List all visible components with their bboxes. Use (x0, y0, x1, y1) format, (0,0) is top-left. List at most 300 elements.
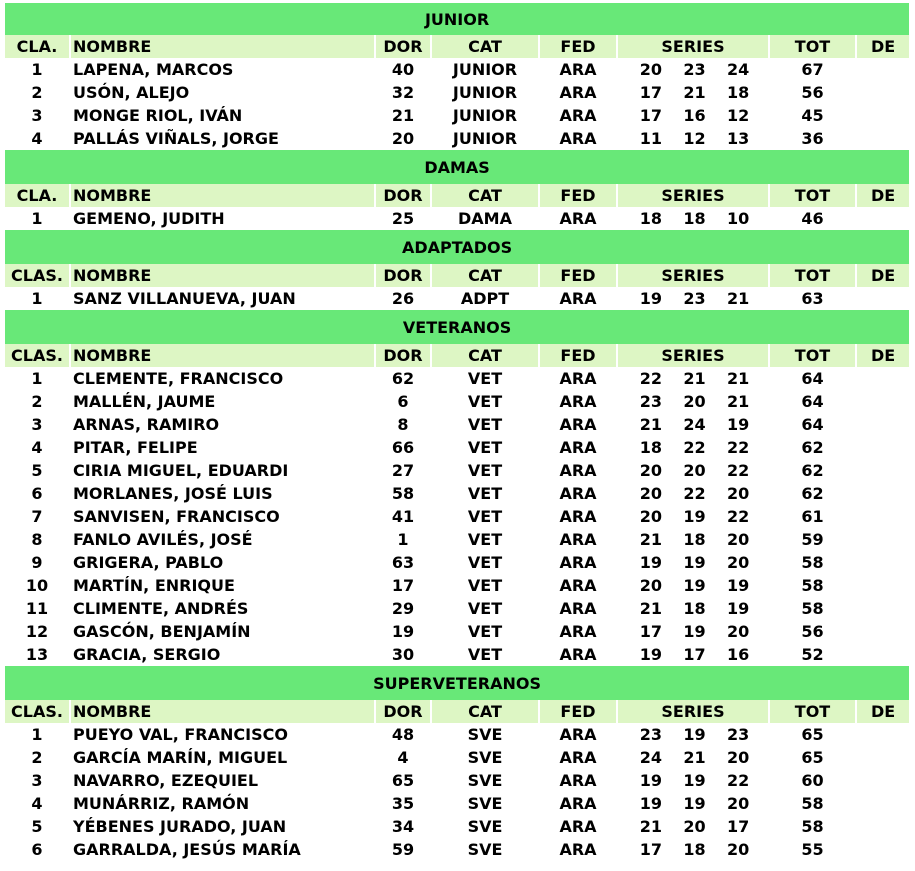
table-row (5, 551, 909, 574)
cat-cell: ADPT (432, 287, 538, 310)
dor-cell: 8 (376, 413, 430, 436)
section-header (5, 666, 909, 700)
series-1-cell: 20 (618, 58, 668, 81)
series-2-cell: 20 (670, 815, 719, 838)
fed-cell: ARA (540, 58, 616, 81)
series-2-cell: 19 (670, 792, 719, 815)
nombre-cell: GRACIA, SERGIO (71, 643, 374, 666)
col-header-de: DE (857, 344, 909, 367)
table-row (5, 207, 909, 230)
series-1-cell: 20 (618, 574, 668, 597)
de-cell (857, 769, 909, 792)
series-2-cell: 21 (670, 367, 719, 390)
series-1-cell: 23 (618, 723, 668, 746)
series-3-cell: 17 (721, 815, 768, 838)
series-2-cell: 19 (670, 620, 719, 643)
series-1-cell: 21 (618, 597, 668, 620)
dor-cell: 25 (376, 207, 430, 230)
nombre-cell: CLIMENTE, ANDRÉS (71, 597, 374, 620)
nombre-cell: GASCÓN, BENJAMÍN (71, 620, 374, 643)
col-header-dor: DOR (376, 344, 430, 367)
fed-cell: ARA (540, 769, 616, 792)
series-3-cell: 20 (721, 620, 768, 643)
tot-cell: 52 (770, 643, 855, 666)
tot-cell: 65 (770, 723, 855, 746)
dor-cell: 32 (376, 81, 430, 104)
col-header-cat: CAT (432, 184, 538, 207)
section-junior (5, 3, 909, 150)
cat-cell: VET (432, 482, 538, 505)
fed-cell: ARA (540, 367, 616, 390)
col-header-tot: TOT (770, 264, 855, 287)
col-header-fed: FED (540, 184, 616, 207)
cat-cell: VET (432, 459, 538, 482)
nombre-cell: PALLÁS VIÑALS, JORGE (71, 127, 374, 150)
de-cell (857, 287, 909, 310)
cla-cell: 3 (5, 769, 69, 792)
fed-cell: ARA (540, 436, 616, 459)
col-header-nombre: NOMBRE (71, 344, 374, 367)
nombre-cell: CIRIA MIGUEL, EDUARDI (71, 459, 374, 482)
section-header (5, 310, 909, 344)
col-header-de: DE (857, 700, 909, 723)
tot-cell: 62 (770, 482, 855, 505)
cat-cell: SVE (432, 792, 538, 815)
series-3-cell: 21 (721, 390, 768, 413)
de-cell (857, 482, 909, 505)
fed-cell: ARA (540, 574, 616, 597)
series-3-cell: 20 (721, 528, 768, 551)
column-header-row (5, 35, 909, 58)
nombre-cell: GEMENO, JUDITH (71, 207, 374, 230)
series-1-cell: 11 (618, 127, 668, 150)
cat-cell: SVE (432, 769, 538, 792)
tot-cell: 56 (770, 81, 855, 104)
tot-cell: 64 (770, 367, 855, 390)
table-row (5, 815, 909, 838)
section-adaptados (5, 230, 909, 310)
cat-cell: JUNIOR (432, 58, 538, 81)
cat-cell: VET (432, 528, 538, 551)
cat-cell: SVE (432, 723, 538, 746)
cat-cell: JUNIOR (432, 127, 538, 150)
de-cell (857, 505, 909, 528)
table-row (5, 367, 909, 390)
series-3-cell: 10 (721, 207, 768, 230)
de-cell (857, 367, 909, 390)
series-2-cell: 18 (670, 207, 719, 230)
col-header-fed: FED (540, 700, 616, 723)
series-2-cell: 19 (670, 551, 719, 574)
fed-cell: ARA (540, 815, 616, 838)
column-header-row (5, 344, 909, 367)
series-3-cell: 21 (721, 287, 768, 310)
cat-cell: SVE (432, 815, 538, 838)
series-1-cell: 17 (618, 81, 668, 104)
fed-cell: ARA (540, 127, 616, 150)
series-3-cell: 24 (721, 58, 768, 81)
series-2-cell: 19 (670, 723, 719, 746)
nombre-cell: GARRALDA, JESÚS MARÍA (71, 838, 374, 861)
series-3-cell: 22 (721, 436, 768, 459)
tot-cell: 56 (770, 620, 855, 643)
series-3-cell: 12 (721, 104, 768, 127)
series-2-cell: 19 (670, 769, 719, 792)
table-row (5, 127, 909, 150)
col-header-fed: FED (540, 344, 616, 367)
cla-cell: 4 (5, 127, 69, 150)
de-cell (857, 746, 909, 769)
de-cell (857, 390, 909, 413)
de-cell (857, 574, 909, 597)
col-header-cla: CLA. (5, 35, 69, 58)
de-cell (857, 58, 909, 81)
tot-cell: 60 (770, 769, 855, 792)
tot-cell: 58 (770, 792, 855, 815)
series-2-cell: 22 (670, 482, 719, 505)
nombre-cell: NAVARRO, EZEQUIEL (71, 769, 374, 792)
col-header-series: SERIES (618, 35, 768, 58)
cla-cell: 13 (5, 643, 69, 666)
table-row (5, 413, 909, 436)
dor-cell: 62 (376, 367, 430, 390)
col-header-dor: DOR (376, 264, 430, 287)
series-1-cell: 19 (618, 287, 668, 310)
cla-cell: 2 (5, 746, 69, 769)
nombre-cell: PITAR, FELIPE (71, 436, 374, 459)
de-cell (857, 436, 909, 459)
dor-cell: 59 (376, 838, 430, 861)
de-cell (857, 207, 909, 230)
dor-cell: 41 (376, 505, 430, 528)
de-cell (857, 815, 909, 838)
col-header-series: SERIES (618, 264, 768, 287)
nombre-cell: GRIGERA, PABLO (71, 551, 374, 574)
cat-cell: VET (432, 505, 538, 528)
series-3-cell: 20 (721, 838, 768, 861)
series-1-cell: 19 (618, 551, 668, 574)
dor-cell: 17 (376, 574, 430, 597)
cat-cell: DAMA (432, 207, 538, 230)
col-header-series: SERIES (618, 344, 768, 367)
series-2-cell: 20 (670, 459, 719, 482)
dor-cell: 58 (376, 482, 430, 505)
fed-cell: ARA (540, 207, 616, 230)
section-veteranos (5, 310, 909, 666)
fed-cell: ARA (540, 482, 616, 505)
fed-cell: ARA (540, 551, 616, 574)
de-cell (857, 620, 909, 643)
col-header-cla: CLA. (5, 184, 69, 207)
series-1-cell: 18 (618, 436, 668, 459)
section-title: VETERANOS (5, 310, 909, 344)
section-superveteranos (5, 666, 909, 861)
cla-cell: 10 (5, 574, 69, 597)
dor-cell: 66 (376, 436, 430, 459)
nombre-cell: MUNÁRRIZ, RAMÓN (71, 792, 374, 815)
col-header-cat: CAT (432, 700, 538, 723)
fed-cell: ARA (540, 620, 616, 643)
nombre-cell: GARCÍA MARÍN, MIGUEL (71, 746, 374, 769)
series-1-cell: 20 (618, 505, 668, 528)
series-3-cell: 21 (721, 367, 768, 390)
dor-cell: 63 (376, 551, 430, 574)
dor-cell: 35 (376, 792, 430, 815)
table-row (5, 769, 909, 792)
table-row (5, 723, 909, 746)
cla-cell: 5 (5, 815, 69, 838)
tot-cell: 58 (770, 574, 855, 597)
tot-cell: 67 (770, 58, 855, 81)
table-row (5, 620, 909, 643)
cat-cell: JUNIOR (432, 104, 538, 127)
section-title: ADAPTADOS (5, 230, 909, 264)
tot-cell: 55 (770, 838, 855, 861)
de-cell (857, 104, 909, 127)
table-row (5, 436, 909, 459)
col-header-nombre: NOMBRE (71, 184, 374, 207)
dor-cell: 29 (376, 597, 430, 620)
col-header-cla: CLAS. (5, 344, 69, 367)
cla-cell: 6 (5, 838, 69, 861)
column-header-row (5, 184, 909, 207)
fed-cell: ARA (540, 528, 616, 551)
fed-cell: ARA (540, 723, 616, 746)
series-2-cell: 20 (670, 390, 719, 413)
de-cell (857, 528, 909, 551)
series-2-cell: 16 (670, 104, 719, 127)
nombre-cell: MONGE RIOL, IVÁN (71, 104, 374, 127)
col-header-nombre: NOMBRE (71, 35, 374, 58)
results-table (3, 3, 911, 861)
col-header-series: SERIES (618, 700, 768, 723)
cla-cell: 1 (5, 58, 69, 81)
cla-cell: 2 (5, 390, 69, 413)
de-cell (857, 643, 909, 666)
cat-cell: SVE (432, 746, 538, 769)
table-row (5, 58, 909, 81)
de-cell (857, 792, 909, 815)
series-3-cell: 23 (721, 723, 768, 746)
cat-cell: VET (432, 643, 538, 666)
series-2-cell: 21 (670, 81, 719, 104)
series-1-cell: 17 (618, 104, 668, 127)
col-header-nombre: NOMBRE (71, 264, 374, 287)
table-row (5, 643, 909, 666)
table-row (5, 287, 909, 310)
fed-cell: ARA (540, 838, 616, 861)
table-row (5, 390, 909, 413)
series-2-cell: 17 (670, 643, 719, 666)
series-1-cell: 19 (618, 792, 668, 815)
fed-cell: ARA (540, 459, 616, 482)
cat-cell: VET (432, 390, 538, 413)
dor-cell: 65 (376, 769, 430, 792)
dor-cell: 6 (376, 390, 430, 413)
cla-cell: 5 (5, 459, 69, 482)
nombre-cell: USÓN, ALEJO (71, 81, 374, 104)
column-header-row (5, 700, 909, 723)
series-3-cell: 19 (721, 574, 768, 597)
series-2-cell: 19 (670, 574, 719, 597)
nombre-cell: FANLO AVILÉS, JOSÉ (71, 528, 374, 551)
col-header-fed: FED (540, 264, 616, 287)
fed-cell: ARA (540, 81, 616, 104)
nombre-cell: ARNAS, RAMIRO (71, 413, 374, 436)
series-2-cell: 19 (670, 505, 719, 528)
series-3-cell: 22 (721, 769, 768, 792)
series-3-cell: 20 (721, 792, 768, 815)
cla-cell: 3 (5, 104, 69, 127)
cat-cell: VET (432, 597, 538, 620)
tot-cell: 58 (770, 815, 855, 838)
series-1-cell: 18 (618, 207, 668, 230)
dor-cell: 21 (376, 104, 430, 127)
series-1-cell: 19 (618, 769, 668, 792)
nombre-cell: PUEYO VAL, FRANCISCO (71, 723, 374, 746)
section-title: DAMAS (5, 150, 909, 184)
tot-cell: 62 (770, 436, 855, 459)
cat-cell: VET (432, 367, 538, 390)
col-header-dor: DOR (376, 700, 430, 723)
cat-cell: VET (432, 620, 538, 643)
cla-cell: 1 (5, 287, 69, 310)
col-header-series: SERIES (618, 184, 768, 207)
series-2-cell: 21 (670, 746, 719, 769)
series-2-cell: 22 (670, 436, 719, 459)
col-header-cat: CAT (432, 35, 538, 58)
table-row (5, 838, 909, 861)
series-2-cell: 18 (670, 528, 719, 551)
series-2-cell: 23 (670, 58, 719, 81)
series-3-cell: 20 (721, 746, 768, 769)
tot-cell: 46 (770, 207, 855, 230)
dor-cell: 4 (376, 746, 430, 769)
nombre-cell: MALLÉN, JAUME (71, 390, 374, 413)
series-3-cell: 22 (721, 505, 768, 528)
series-3-cell: 19 (721, 597, 768, 620)
section-header (5, 150, 909, 184)
col-header-tot: TOT (770, 344, 855, 367)
fed-cell: ARA (540, 643, 616, 666)
cla-cell: 11 (5, 597, 69, 620)
section-damas (5, 150, 909, 230)
col-header-tot: TOT (770, 35, 855, 58)
cla-cell: 7 (5, 505, 69, 528)
de-cell (857, 127, 909, 150)
cla-cell: 4 (5, 792, 69, 815)
section-header (5, 3, 909, 35)
de-cell (857, 597, 909, 620)
cla-cell: 1 (5, 207, 69, 230)
fed-cell: ARA (540, 597, 616, 620)
series-1-cell: 17 (618, 620, 668, 643)
dor-cell: 34 (376, 815, 430, 838)
fed-cell: ARA (540, 390, 616, 413)
cla-cell: 9 (5, 551, 69, 574)
section-header (5, 230, 909, 264)
cla-cell: 12 (5, 620, 69, 643)
col-header-cla: CLAS. (5, 264, 69, 287)
dor-cell: 19 (376, 620, 430, 643)
col-header-de: DE (857, 264, 909, 287)
tot-cell: 59 (770, 528, 855, 551)
table-row (5, 459, 909, 482)
fed-cell: ARA (540, 413, 616, 436)
tot-cell: 36 (770, 127, 855, 150)
col-header-cat: CAT (432, 264, 538, 287)
nombre-cell: SANZ VILLANUEVA, JUAN (71, 287, 374, 310)
col-header-fed: FED (540, 35, 616, 58)
table-row (5, 482, 909, 505)
de-cell (857, 838, 909, 861)
series-3-cell: 20 (721, 551, 768, 574)
table-row (5, 505, 909, 528)
dor-cell: 48 (376, 723, 430, 746)
tot-cell: 62 (770, 459, 855, 482)
nombre-cell: LAPENA, MARCOS (71, 58, 374, 81)
tot-cell: 63 (770, 287, 855, 310)
cla-cell: 8 (5, 528, 69, 551)
fed-cell: ARA (540, 746, 616, 769)
series-1-cell: 24 (618, 746, 668, 769)
col-header-tot: TOT (770, 700, 855, 723)
col-header-dor: DOR (376, 184, 430, 207)
section-title: SUPERVETERANOS (5, 666, 909, 700)
series-2-cell: 24 (670, 413, 719, 436)
de-cell (857, 81, 909, 104)
series-1-cell: 22 (618, 367, 668, 390)
nombre-cell: MORLANES, JOSÉ LUIS (71, 482, 374, 505)
series-1-cell: 17 (618, 838, 668, 861)
table-row (5, 104, 909, 127)
fed-cell: ARA (540, 287, 616, 310)
series-1-cell: 21 (618, 528, 668, 551)
series-3-cell: 16 (721, 643, 768, 666)
tot-cell: 58 (770, 597, 855, 620)
tot-cell: 45 (770, 104, 855, 127)
cla-cell: 6 (5, 482, 69, 505)
cat-cell: VET (432, 574, 538, 597)
tot-cell: 58 (770, 551, 855, 574)
dor-cell: 26 (376, 287, 430, 310)
col-header-nombre: NOMBRE (71, 700, 374, 723)
de-cell (857, 723, 909, 746)
series-2-cell: 12 (670, 127, 719, 150)
column-header-row (5, 264, 909, 287)
fed-cell: ARA (540, 505, 616, 528)
series-2-cell: 23 (670, 287, 719, 310)
series-1-cell: 20 (618, 482, 668, 505)
fed-cell: ARA (540, 792, 616, 815)
table-row (5, 792, 909, 815)
cla-cell: 3 (5, 413, 69, 436)
dor-cell: 20 (376, 127, 430, 150)
series-3-cell: 13 (721, 127, 768, 150)
series-1-cell: 21 (618, 815, 668, 838)
table-row (5, 597, 909, 620)
col-header-tot: TOT (770, 184, 855, 207)
section-title: JUNIOR (5, 3, 909, 35)
de-cell (857, 413, 909, 436)
dor-cell: 27 (376, 459, 430, 482)
nombre-cell: CLEMENTE, FRANCISCO (71, 367, 374, 390)
cat-cell: VET (432, 551, 538, 574)
cat-cell: VET (432, 436, 538, 459)
series-1-cell: 21 (618, 413, 668, 436)
tot-cell: 64 (770, 390, 855, 413)
dor-cell: 1 (376, 528, 430, 551)
